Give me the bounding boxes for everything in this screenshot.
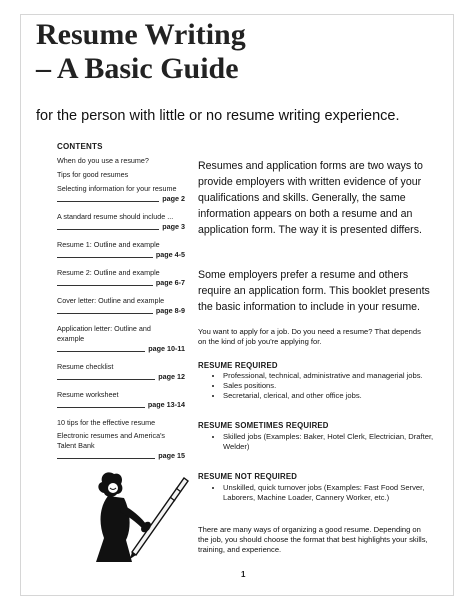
toc-item-page: page 13-14 (147, 400, 185, 409)
toc-leader-line (57, 257, 153, 258)
toc-item (57, 431, 185, 461)
toc-item (57, 240, 185, 260)
toc-item-page: page 10-11 (148, 344, 185, 353)
sometimes-required-list (198, 432, 453, 452)
toc-item (57, 156, 185, 166)
toc-leader-line (57, 201, 159, 202)
toc-item-text: 10 tips for the effective resume (57, 418, 156, 427)
intro-paragraph-1: Resumes and application forms are two ways to provide employers with written evidence of your qualifications and skills. Generally, the same information appears on both a resume and an application form. The way it is presented differs. (198, 160, 423, 236)
toc-leader-line (57, 229, 159, 230)
toc-item-text: A standard resume should include ... (57, 212, 174, 221)
toc-item-text: Selecting information for your resume (57, 184, 177, 193)
not-required-list (198, 483, 453, 503)
toc-item (57, 268, 185, 288)
toc-heading: CONTENTS (57, 142, 103, 151)
toc-item-page: page 12 (158, 372, 185, 381)
illustration-svg (86, 466, 192, 564)
toc-item (57, 390, 185, 410)
person-writing-with-giant-pen-icon (86, 466, 192, 569)
toc-item (57, 170, 185, 180)
toc-item-page: page 8-9 (155, 306, 185, 315)
toc-leader-line (57, 313, 153, 314)
toc-item (57, 418, 185, 428)
section-heading-not-required: RESUME NOT REQUIRED (198, 472, 298, 481)
toc-item-text: Resume worksheet (57, 390, 119, 399)
toc-item-page: page 2 (162, 194, 185, 203)
list-item: • Sales positions. (223, 381, 453, 391)
section-heading-required: RESUME REQUIRED (198, 361, 278, 370)
title-line-1: Resume Writing (36, 18, 246, 51)
toc-item-text: Application letter: Outline and example (57, 324, 151, 343)
closing-paragraph: There are many ways of organizing a good resume. Depending on the job, you should choose the format that best highlights your skills, training, and experience. (198, 525, 428, 554)
toc-item-text: When do you use a resume? (57, 156, 149, 165)
document-title (36, 18, 246, 86)
toc-item-page: page 4-5 (155, 250, 185, 259)
toc-item-text: Electronic resumes and America's Talent Bank (57, 431, 166, 450)
toc-item-text: Tips for good resumes (57, 170, 129, 179)
toc-item (57, 212, 185, 232)
toc-item-text: Resume checklist (57, 362, 114, 371)
list-item: • Professional, technical, administrative and managerial jobs. (223, 371, 453, 381)
list-item: • Unskilled, quick turnover jobs (Examples: Fast Food Server, Laborers, Machine Loader, Cannery Worker, etc.) (223, 483, 453, 503)
toc-item-text: Resume 1: Outline and example (57, 240, 160, 249)
toc-leader-line (57, 379, 155, 380)
list-item: • Secretarial, clerical, and other office jobs. (223, 391, 453, 401)
title-line-2: – A Basic Guide (36, 52, 239, 85)
toc-item-page: page 15 (158, 451, 185, 460)
toc-item (57, 184, 185, 204)
required-list (198, 371, 453, 401)
document-subtitle: for the person with little or no resume writing experience. (36, 108, 400, 124)
toc-leader-line (57, 285, 153, 286)
toc-item-text: Cover letter: Outline and example (57, 296, 165, 305)
toc-item (57, 362, 185, 382)
intro-question-text: You want to apply for a job. Do you need a resume? That depends on the kind of job you're applying for. (198, 327, 421, 346)
toc-leader-line (57, 351, 145, 352)
toc-item (57, 324, 185, 354)
toc-item-page: page 3 (162, 222, 185, 231)
toc-leader-line (57, 458, 155, 459)
table-of-contents (57, 156, 185, 461)
toc-item (57, 296, 185, 316)
list-item: • Skilled jobs (Examples: Baker, Hotel Clerk, Electrician, Drafter, Welder) (223, 432, 453, 452)
intro-paragraph-2: Some employers prefer a resume and others require an application form. This booklet presents the basic information to include in your resume. (198, 269, 430, 313)
toc-leader-line (57, 407, 145, 408)
page-number: 1 (241, 570, 246, 579)
section-heading-sometimes-required: RESUME SOMETIMES REQUIRED (198, 421, 329, 430)
toc-item-page: page 6-7 (155, 278, 185, 287)
toc-item-text: Resume 2: Outline and example (57, 268, 160, 277)
